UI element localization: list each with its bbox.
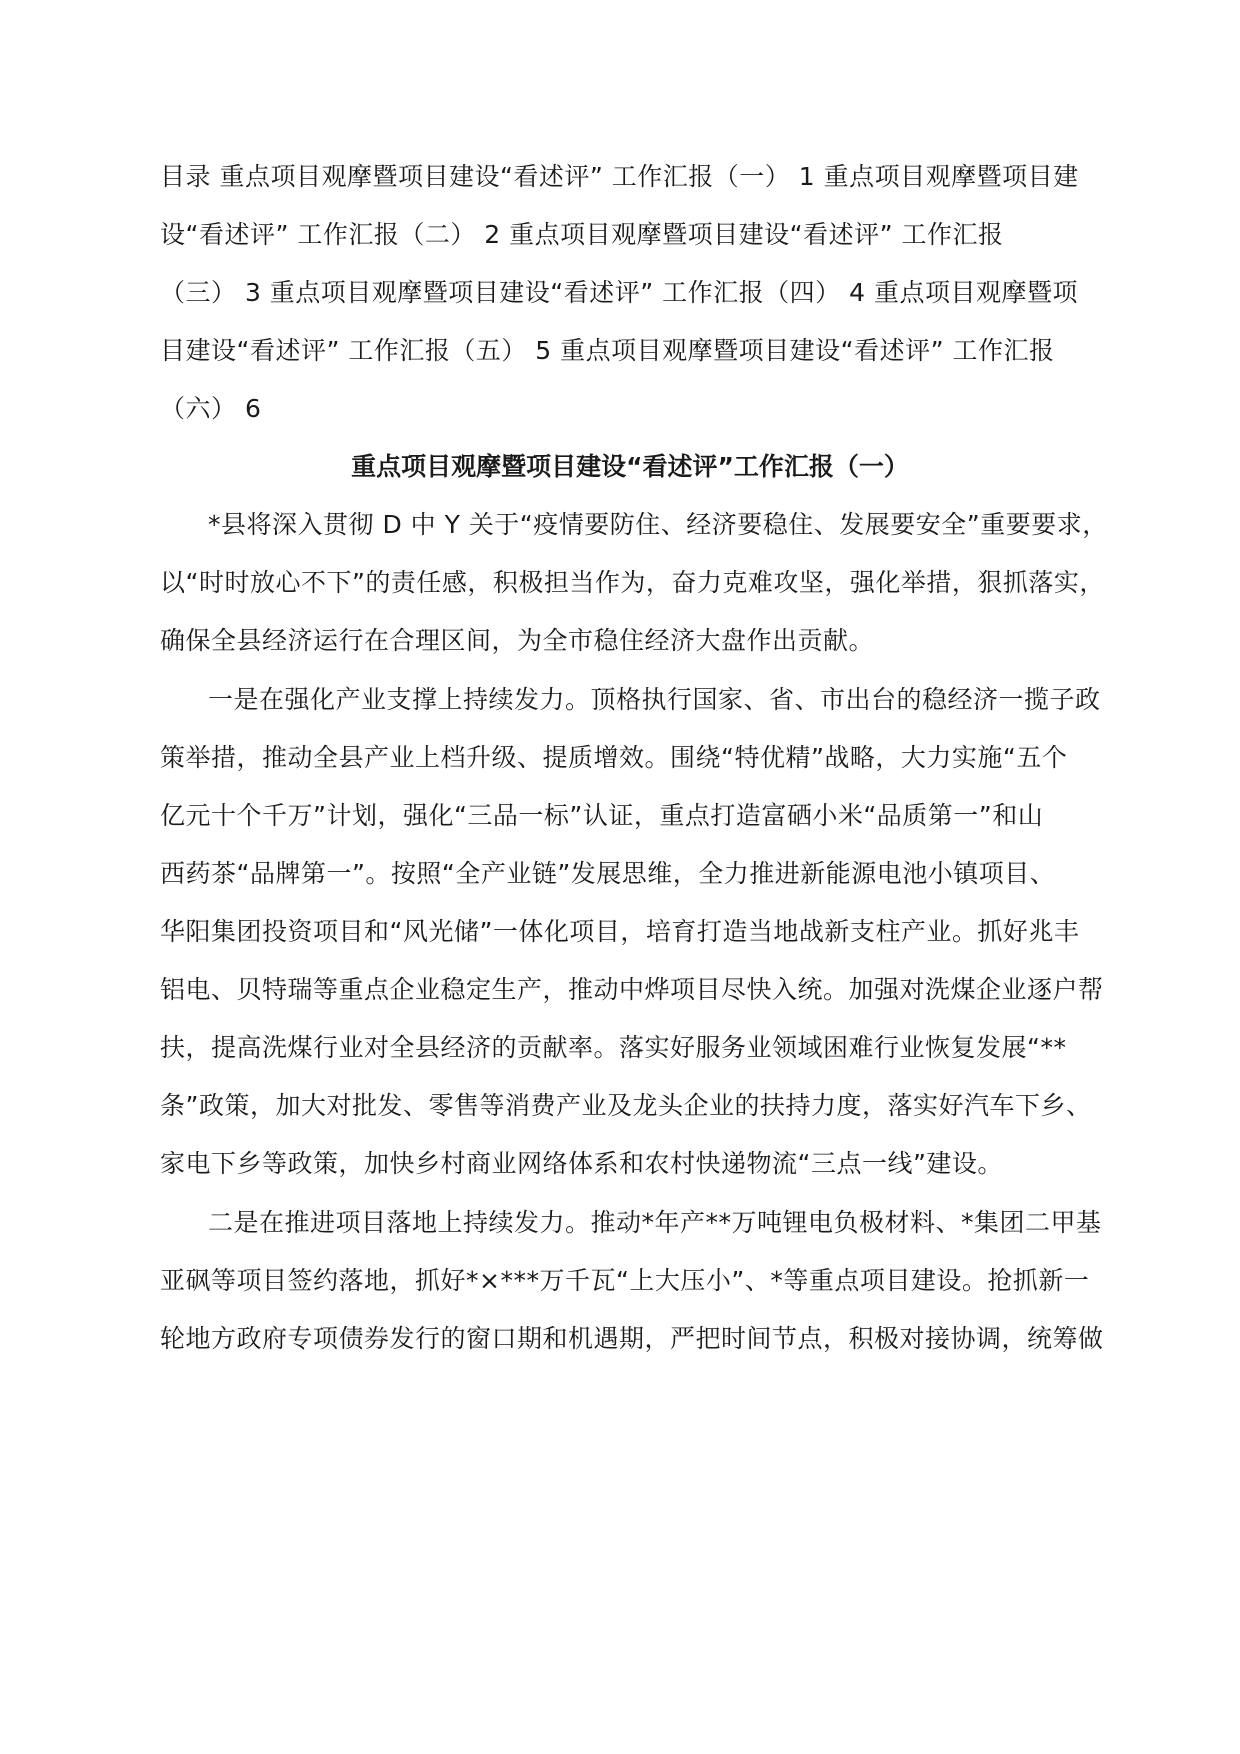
toc-line: 设“看述评” 工作汇报（二） 2 重点项目观摩暨项目建设“看述评” 工作汇报 [160,220,1004,249]
paragraph-line: 扶，提高洗煤行业对全县经济的贡献率。落实好服务业领域困难行业恢复发展“** [160,1033,1067,1062]
paragraph-line: *县将深入贯彻 D 中 Y 关于“疫情要防住、经济要稳住、发展要安全”重要要求， [208,510,1108,539]
toc-line: 目录 重点项目观摩暨项目建设“看述评” 工作汇报（一） 1 重点项目观摩暨项目建 [160,162,1079,191]
paragraph-line: 亚砜等项目签约落地，抓好*×***万千瓦“上大压小”、*等重点项目建设。抢抓新一 [160,1266,1090,1295]
paragraph-line: 策举措，推动全县产业上档升级、提质增效。围绕“特优精”战略，大力实施“五个 [160,743,1068,772]
paragraph-line: 二是在推进项目落地上持续发力。推动*年产**万吨锂电负极材料、*集团二甲基 [208,1208,1102,1237]
paragraph-line: 西药茶“品牌第一”。按照“全产业链”发展思维，全力推进新能源电池小镇项目、 [160,859,1056,888]
paragraph-line: 华阳集团投资项目和“风光储”一体化项目，培育打造当地战新支柱产业。抓好兆丰 [160,917,1080,946]
paragraph-line: 家电下乡等政策，加快乡村商业网络体系和农村快递物流“三点一线”建设。 [160,1149,1003,1178]
toc-line: （三） 3 重点项目观摩暨项目建设“看述评” 工作汇报（四） 4 重点项目观摩暨项 [160,278,1078,307]
paragraph-line: 条”政策，加大对批发、零售等消费产业及龙头企业的扶持力度，落实好汽车下乡、 [160,1091,1092,1120]
paragraph-line: 一是在强化产业支撑上持续发力。顶格执行国家、省、市出台的稳经济一揽子政 [208,685,1101,714]
toc-line: 目建设“看述评” 工作汇报（五） 5 重点项目观摩暨项目建设“看述评” 工作汇报 [160,336,1055,365]
paragraph-line: 铝电、贝特瑞等重点企业稳定生产，推动中烨项目尽快入统。加强对洗煤企业逐户帮 [160,975,1104,1004]
section-heading: 重点项目观摩暨项目建设“看述评”工作汇报（一） [351,452,909,481]
paragraph-line: 以“时时放心不下”的责任感，积极担当作为，奋力克难攻坚，强化举措，狠抓落实， [160,568,1105,597]
paragraph-line: 轮地方政府专项债券发行的窗口期和机遇期，严把时间节点，积极对接协调，统筹做 [160,1324,1104,1353]
paragraph-line: 亿元十个千万”计划，强化“三品一标”认证，重点打造富硒小米“品质第一”和山 [160,801,1044,830]
toc-line: （六） 6 [160,394,262,423]
paragraph-line: 确保全县经济运行在合理区间，为全市稳住经济大盘作出贡献。 [160,626,875,655]
